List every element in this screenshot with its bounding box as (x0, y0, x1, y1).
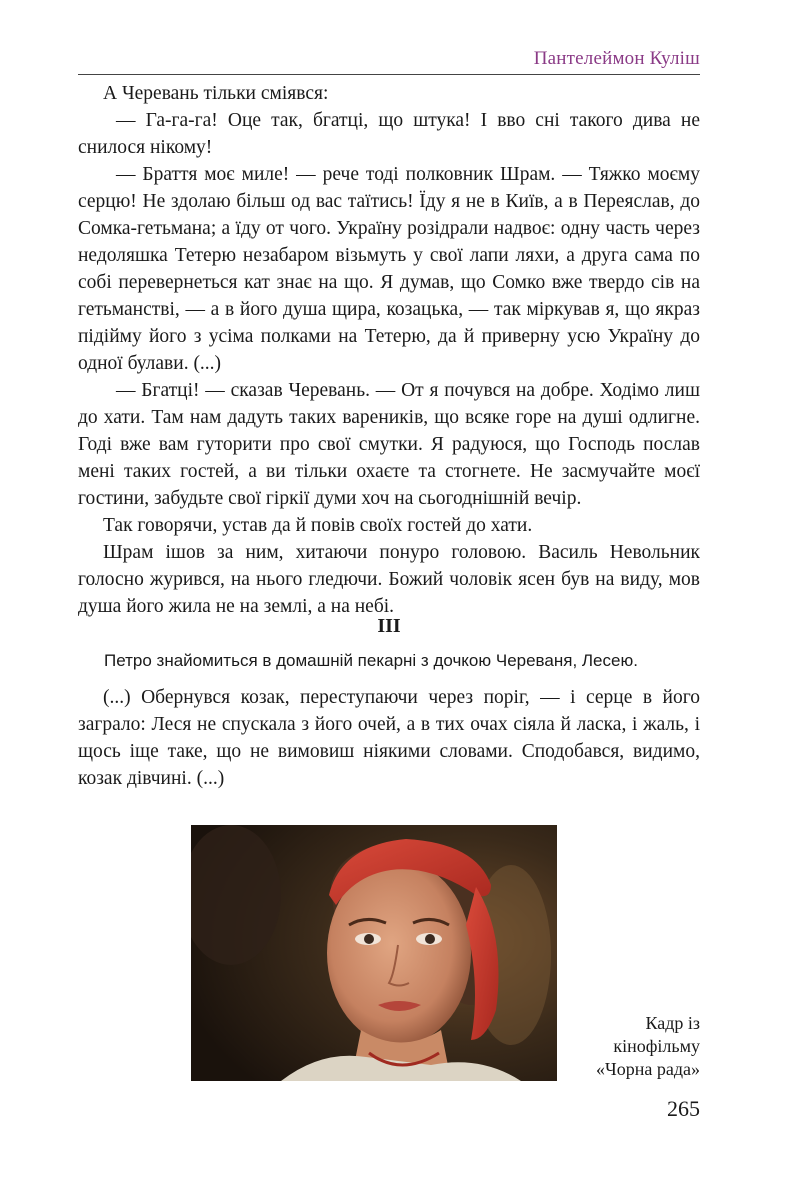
chapter-text (78, 684, 700, 792)
paragraph: Шрам ішов за ним, хитаючи понуро головою. Василь Невольник голосно журився, на нього гледючи. Божий чоловік ясен був на виду, мов душа його жила не на землі, а на небі. (78, 542, 700, 617)
film-still-image (191, 825, 557, 1081)
chapter-synopsis: Петро знайомиться в домашній пекарні з дочкою Череваня, Лесею. (104, 651, 638, 670)
caption-line: Кадр із (645, 1013, 700, 1033)
paragraph: — Браття моє миле! — рече тоді полковник Шрам. — Тяжко моєму серцю! Не здолаю більш од вас таїтись! Їду я не в Київ, а в Переяслав, до Сомка-гетьмана; а їду от чого. Україну розідрали надвоє: одну часть через недоляшка Тетерю незабаром візьмуть у свої лапи ляхи, а друга сама по собі перевернеться кат знає на що. Я думав, що Сомко вже твердо сів на гетьманстві, — а в його душа щира, козацька, — так міркував я, що якраз підійму його з усіма полками на Тетерю, да й приверну усю Україну до одної булави. (...) (78, 164, 700, 374)
chapter-number: III (377, 615, 401, 637)
paragraph: А Черевань тільки сміявся: (103, 83, 329, 104)
main-text (78, 80, 700, 620)
paragraph: Так говорячи, устав да й повів своїх гостей до хати. (103, 515, 533, 536)
page-number: 265 (667, 1096, 700, 1121)
paragraph: — Га-га-га! Оце так, бгатці, що штука! І вво сні такого дива не снилося нікому! (78, 110, 700, 158)
figure-caption (568, 1012, 700, 1081)
caption-line: кінофільму (613, 1036, 700, 1056)
header-author: Пантелеймон Куліш (533, 48, 700, 69)
paragraph: — Бгатці! — сказав Черевань. — От я почувся на добре. Ходімо лиш до хати. Там нам дадуть таких вареників, що всяке горе на душі одлигне. Годі вже вам гуторити про свої смутки. Я радуюся, що Господь послав мені таких гостей, а ви тільки охаєте та стогнете. Не засмучайте моєї гостини, забудьте свої гіркії думи хоч на сьогоднішній вечір. (78, 380, 700, 509)
paragraph: (...) Обернувся козак, переступаючи через поріг, — і серце в його заграло: Леся не спускала з його очей, а в тих очах сіяла й ласка, і жаль, і щось іще таке, що не вимовиш ніякими словами. Сподобався, видимо, козак дівчині. (...) (78, 687, 700, 789)
running-header (78, 44, 700, 75)
caption-line: «Чорна рада» (596, 1059, 700, 1079)
